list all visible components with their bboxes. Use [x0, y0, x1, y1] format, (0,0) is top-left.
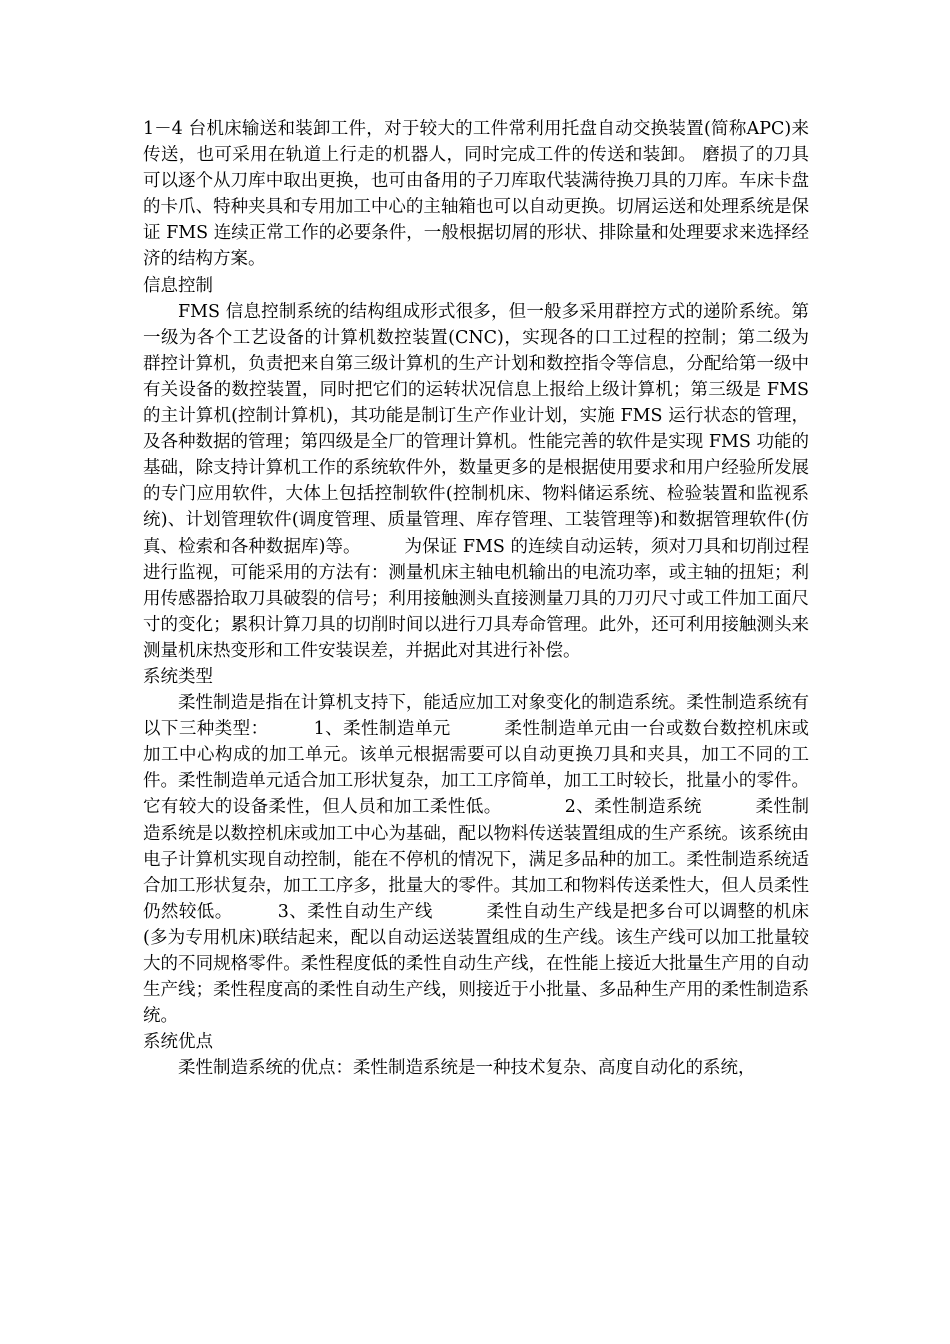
section-heading-system-advantages: 系统优点 — [143, 1032, 213, 1053]
intro-paragraph: 1－4 台机床输送和装卸工件，对于较大的工件常利用托盘自动交换装置(简称APC)来传送，也可采用在轨道上行走的机器人，同时完成工件的传送和装卸。 磨损了的刀具可以逐个从刀库中取出更换，也可由备用的子刀库取代装满待换刀具的刀库。车床卡盘的卡爪、特种夹具和专用加工中心的主轴箱也可以自动更换。切屑运送和处理系统是保证 FMS 连续正常工作的必要条件，一般根据切屑的形状、排除量和处理要求来选择经济的结构方案。 — [143, 119, 809, 270]
info-control-paragraph: FMS 信息控制系统的结构组成形式很多，但一般多采用群控方式的递阶系统。第一级为各个工艺设备的计算机数控装置(CNC)，实现各的口工过程的控制；第二级为群控计算机，负责把来自第三级计算机的生产计划和数控指令等信息，分配给第一级中有关设备的数控装置，同时把它们的运转状况信息上报给上级计算机；第三级是 FMS 的主计算机(控制计算机)，其功能是制订生产作业计划，实施 FMS 运行状态的管理，及各种数据的管理；第四级是全厂的管理计算机。性能完善的软件是实现 FMS 功能的基础，除支持计算机工作的系统软件外，数量更多的是根据使用要求和用户经验所发展的专门应用软件，大体上包括控制软件(控制机床、物料储运系统、检验装置和监视系统)、计划管理软件(调度管理、质量管理、库存管理、工装管理等)和数据管理软件(仿真、检索和各种数据库)等。 为保证 FMS 的连续自动运转，须对刀具和切削过程进行监视，可能采用的方法有：测量机床主轴电机输出的电流功率，或主轴的扭矩；利用传感器拾取刀具破裂的信号；利用接触测头直接测量刀具的刀刃尺寸或工件加工面尺寸的变化；累积计算刀具的切削时间以进行刀具寿命管理。此外，还可利用接触测头来测量机床热变形和工件安装误差，并据此对其进行补偿。 — [143, 301, 809, 661]
system-advantages-paragraph: 柔性制造系统的优点：柔性制造系统是一种技术复杂、高度自动化的系统， — [178, 1058, 756, 1079]
section-heading-info-control: 信息控制 — [143, 275, 213, 296]
document-page — [143, 116, 809, 1081]
section-heading-system-types: 系统类型 — [143, 666, 213, 687]
system-types-paragraph: 柔性制造是指在计算机支持下，能适应加工对象变化的制造系统。柔性制造系统有以下三种类型： 1、柔性制造单元 柔性制造单元由一台或数台数控机床或加工中心构成的加工单元。该单元根据需要可以自动更换刀具和夹具，加工不同的工件。柔性制造单元适合加工形状复杂，加工工序简单，加工工时较长，批量小的零件。它有较大的设备柔性，但人员和加工柔性低。 2、柔性制造系统 柔性制造系统是以数控机床或加工中心为基础，配以物料传送装置组成的生产系统。该系统由电子计算机实现自动控制，能在不停机的情况下，满足多品种的加工。柔性制造系统适合加工形状复杂，加工工序多，批量大的零件。其加工和物料传送柔性大，但人员柔性仍然较低。 3、柔性自动生产线 柔性自动生产线是把多台可以调整的机床(多为专用机床)联结起来，配以自动运送装置组成的生产线。该生产线可以加工批量较大的不同规格零件。柔性程度低的柔性自动生产线，在性能上接近大批量生产用的自动生产线；柔性程度高的柔性自动生产线，则接近于小批量、多品种生产用的柔性制造系统。 — [143, 693, 809, 1027]
